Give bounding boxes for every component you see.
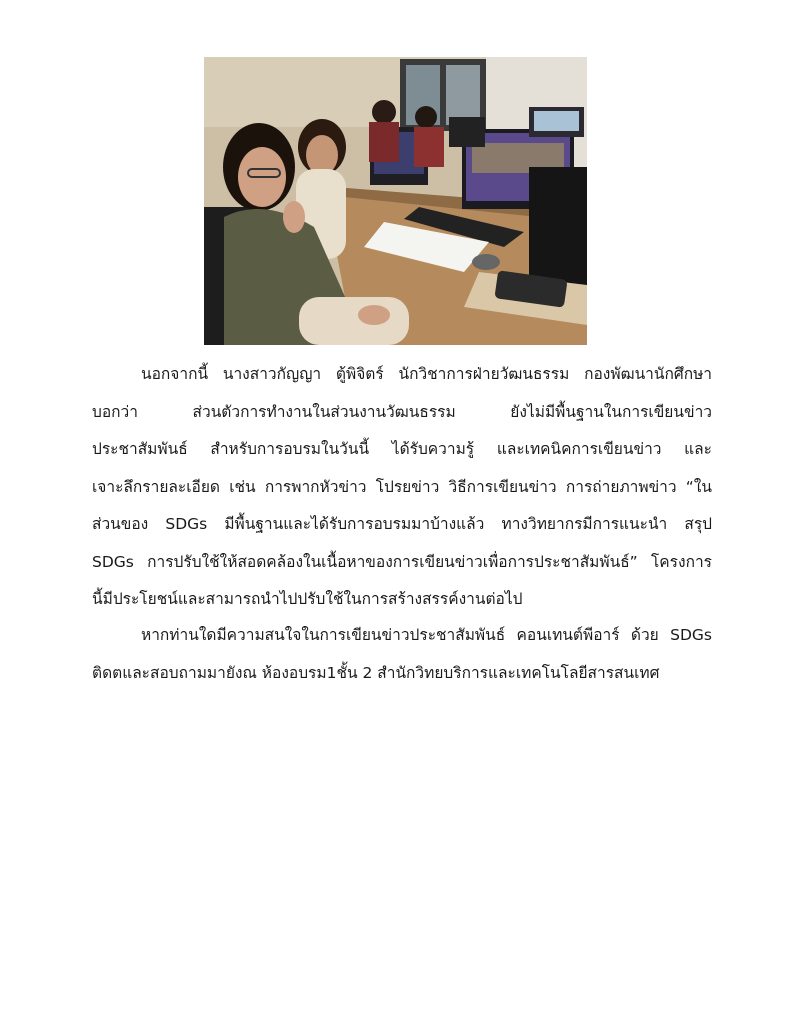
- paragraph-line: ส่วนของ SDGs มีพื้นฐานและได้รับการอบรมมาบ้างแล้ว ทางวิทยากรมีการแนะนำ สรุป: [92, 515, 712, 533]
- paragraph-line: นี้มีประโยชน์และสามารถนำไปปรับใช้ในการสร้างสรรค์งานต่อไป: [92, 590, 523, 608]
- training-photo: [204, 57, 587, 345]
- paragraph-line: ติดตและสอบถามมายังณ ห้องอบรม1ชั้น 2 สำนักวิทยบริการและเทคโนโลยีสารสนเทศ: [92, 663, 660, 682]
- photo-icon: [204, 57, 587, 345]
- paragraph-line: นอกจากนี้ นางสาวกัญญา ตู้พิจิตร์ นักวิชาการฝ่ายวัฒนธรรม กองพัฒนานักศึกษา: [141, 365, 712, 383]
- paragraph-line: บอกว่า ส่วนตัวการทำงานในส่วนงานวัฒนธรรม ยังไม่มีพื้นฐานในการเขียนข่าว: [92, 402, 712, 421]
- paragraph-line: เจาะลึกรายละเอียด เช่น การพากหัวข่าว โปรยข่าว วิธีการเขียนข่าว การถ่ายภาพข่าว “ใน: [92, 477, 712, 496]
- paragraph-line: SDGs การปรับใช้ให้สอดคล้องในเนื้อหาของการเขียนข่าวเพื่อการประชาสัมพันธ์” โครงการ: [92, 552, 712, 571]
- paragraph-2: [92, 617, 712, 692]
- paragraph-line: ประชาสัมพันธ์ สำหรับการอบรมในวันนี้ ได้รับความรู้ และเทคนิคการเขียนข่าว และ: [92, 440, 712, 458]
- paragraph-1: [92, 356, 712, 619]
- paragraph-line: หากท่านใดมีความสนใจในการเขียนข่าวประชาสัมพันธ์ คอนเทนต์พีอาร์ ด้วย SDGs: [141, 626, 712, 644]
